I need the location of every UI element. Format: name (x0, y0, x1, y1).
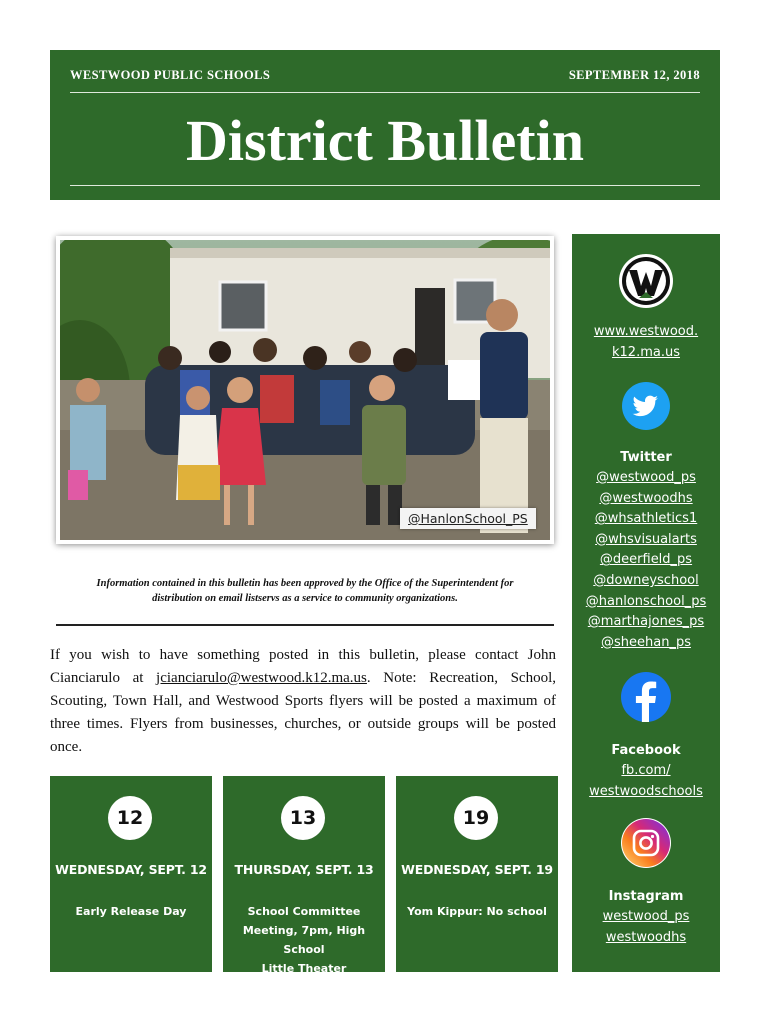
featured-photo (56, 236, 554, 544)
event-card (223, 776, 385, 975)
event-date: THURSDAY, SEPT. 13 (234, 862, 374, 877)
section-divider (56, 624, 554, 626)
twitter-handle-link[interactable]: @westwood_ps (596, 470, 696, 485)
website-link-line[interactable]: k12.ma.us (612, 344, 680, 360)
instagram-camera-icon[interactable] (621, 818, 671, 868)
bulletin-header (50, 50, 720, 200)
event-date: WEDNESDAY, SEPT. 19 (401, 862, 553, 877)
event-description-line: Early Release Day (75, 905, 187, 918)
website-link-line[interactable]: www.westwood. (593, 324, 699, 339)
header-rule-top (70, 92, 700, 93)
twitter-handle-link[interactable]: @hanlonschool_ps (585, 593, 707, 609)
event-description-line: Meeting, 7pm, High School (242, 924, 366, 956)
event-day-badge: 19 (454, 796, 498, 840)
twitter-heading: Twitter (620, 450, 672, 465)
facebook-section (572, 741, 720, 802)
organization-name: WESTWOOD PUBLIC SCHOOLS (70, 68, 271, 82)
twitter-handle-link[interactable]: @whsathletics1 (594, 511, 698, 527)
intro-text-start: If you wish to have something posted in this bulletin, please contact John Cianciarulo at (50, 647, 556, 686)
twitter-handle-link[interactable]: @marthajones_ps (587, 614, 705, 630)
posting-instructions (50, 644, 556, 759)
twitter-handle-link[interactable]: @whsvisualarts (595, 531, 697, 547)
twitter-handle-link[interactable]: @sheehan_ps (601, 634, 691, 650)
disclaimer-line-1: Information contained in this bulletin has been approved by the Office of the Superintendent for (96, 578, 514, 589)
facebook-heading: Facebook (611, 743, 681, 758)
instagram-handle-link[interactable]: westwood_ps (602, 909, 690, 924)
website-link[interactable] (572, 322, 720, 363)
instagram-handle-link[interactable]: westwoodhs (605, 929, 687, 945)
twitter-handle-link[interactable]: @westwoodhs (599, 490, 693, 506)
facebook-f-icon[interactable] (621, 672, 671, 722)
facebook-link-line[interactable]: westwoodschools (589, 783, 703, 799)
event-description-line: School Committee (247, 905, 361, 918)
twitter-section (572, 448, 720, 653)
students-photo-illustration (60, 240, 550, 540)
event-card (396, 776, 558, 972)
event-day-badge: 12 (108, 796, 152, 840)
event-description-line: Little Theater (261, 962, 347, 975)
westwood-w-logo-icon[interactable] (619, 254, 673, 308)
event-description-line: Yom Kippur: No school (407, 905, 547, 918)
header-rule-bottom (70, 185, 700, 186)
facebook-link-line[interactable]: fb.com/ (621, 763, 671, 778)
event-card (50, 776, 212, 972)
bulletin-date: SEPTEMBER 12, 2018 (568, 68, 700, 82)
instagram-section (572, 887, 720, 948)
twitter-handle-link[interactable]: @downeyschool (593, 572, 699, 588)
event-description (402, 902, 552, 921)
page-title: District Bulletin (186, 108, 584, 173)
twitter-handle-link[interactable]: @deerfield_ps (599, 552, 693, 568)
event-description (56, 902, 206, 921)
approval-disclaimer (56, 576, 554, 606)
twitter-bird-icon[interactable] (622, 382, 670, 430)
event-day-badge: 13 (281, 796, 325, 840)
contact-email-link[interactable]: jcianciarulo@westwood.k12.ma.us (156, 670, 367, 686)
intro-text-end: . Note: Recreation, School, Scouting, Town Hall, and Westwood Sports flyers will be posted a maximum of three times. Flyers from businesses, churches, or outside groups will be posted once. (50, 670, 556, 755)
photo-credit-handle[interactable]: @HanlonSchool_PS (400, 508, 536, 529)
event-date: WEDNESDAY, SEPT. 12 (55, 862, 207, 877)
social-sidebar (572, 234, 720, 972)
event-description (229, 902, 379, 978)
instagram-heading: Instagram (608, 889, 684, 904)
disclaimer-line-2: distribution on email listservs as a service to community organizations. (152, 593, 458, 604)
